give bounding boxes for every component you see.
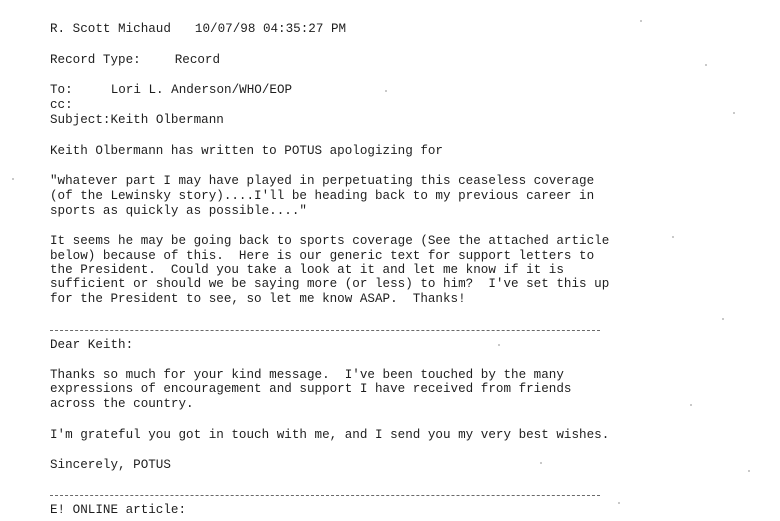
- record-type-value: Record: [174, 53, 221, 67]
- scan-speck: [618, 502, 620, 504]
- scan-speck: [748, 470, 750, 472]
- letter-salutation: Dear Keith:: [50, 338, 134, 352]
- record-type-line: [50, 53, 220, 68]
- scan-speck: [498, 344, 500, 346]
- scan-speck: [690, 404, 692, 406]
- letter-line: expressions of encouragement and support I have received from friends: [50, 382, 572, 396]
- letter-signoff: Sincerely, POTUS: [50, 458, 171, 472]
- subject-value: Keith Olbermann: [110, 113, 224, 127]
- cc-label: cc:: [50, 98, 73, 112]
- paragraph-line: sufficient or should we be saying more (or less) to him? I've set this up: [50, 277, 610, 291]
- paragraph-line: the President. Could you take a look at it and let me know if it is: [50, 263, 564, 277]
- sender-name: R. Scott Michaud: [50, 22, 171, 36]
- subject-line: [50, 113, 224, 128]
- separator-line: [50, 495, 600, 496]
- cc-line: [50, 98, 73, 113]
- letter-line: across the country.: [50, 397, 194, 411]
- scan-speck: [640, 20, 642, 22]
- quote-line: (of the Lewinsky story)....I'll be heading back to my previous career in: [50, 189, 595, 203]
- quote-line: sports as quickly as possible....": [50, 204, 307, 218]
- letter-closing-wishes: I'm grateful you got in touch with me, and I send you my very best wishes.: [50, 428, 610, 442]
- scan-speck: [733, 112, 735, 114]
- scan-speck: [540, 462, 542, 464]
- header-line: [50, 22, 346, 37]
- to-value: Lori L. Anderson/WHO/EOP: [110, 83, 293, 97]
- subject-label: Subject:: [50, 113, 111, 127]
- scan-speck: [705, 64, 707, 66]
- article-label: E! ONLINE article:: [50, 503, 187, 517]
- to-label: To:: [50, 83, 73, 97]
- scan-speck: [12, 178, 14, 180]
- scan-speck: [672, 236, 674, 238]
- scan-speck: [722, 318, 724, 320]
- record-type-label: Record Type:: [50, 53, 141, 67]
- to-line: [50, 83, 292, 98]
- paragraph-line: It seems he may be going back to sports coverage (See the attached article: [50, 234, 610, 248]
- scan-speck: [385, 90, 387, 92]
- letter-line: Thanks so much for your kind message. I've been touched by the many: [50, 368, 564, 382]
- sent-datetime: 10/07/98 04:35:27 PM: [194, 22, 347, 36]
- separator-line: [50, 330, 600, 331]
- paragraph-line: for the President to see, so let me know ASAP. Thanks!: [50, 292, 466, 306]
- quote-line: "whatever part I may have played in perpetuating this ceaseless coverage: [50, 174, 595, 188]
- paragraph-line: below) because of this. Here is our generic text for support letters to: [50, 249, 595, 263]
- intro-text: Keith Olbermann has written to POTUS apologizing for: [50, 144, 443, 158]
